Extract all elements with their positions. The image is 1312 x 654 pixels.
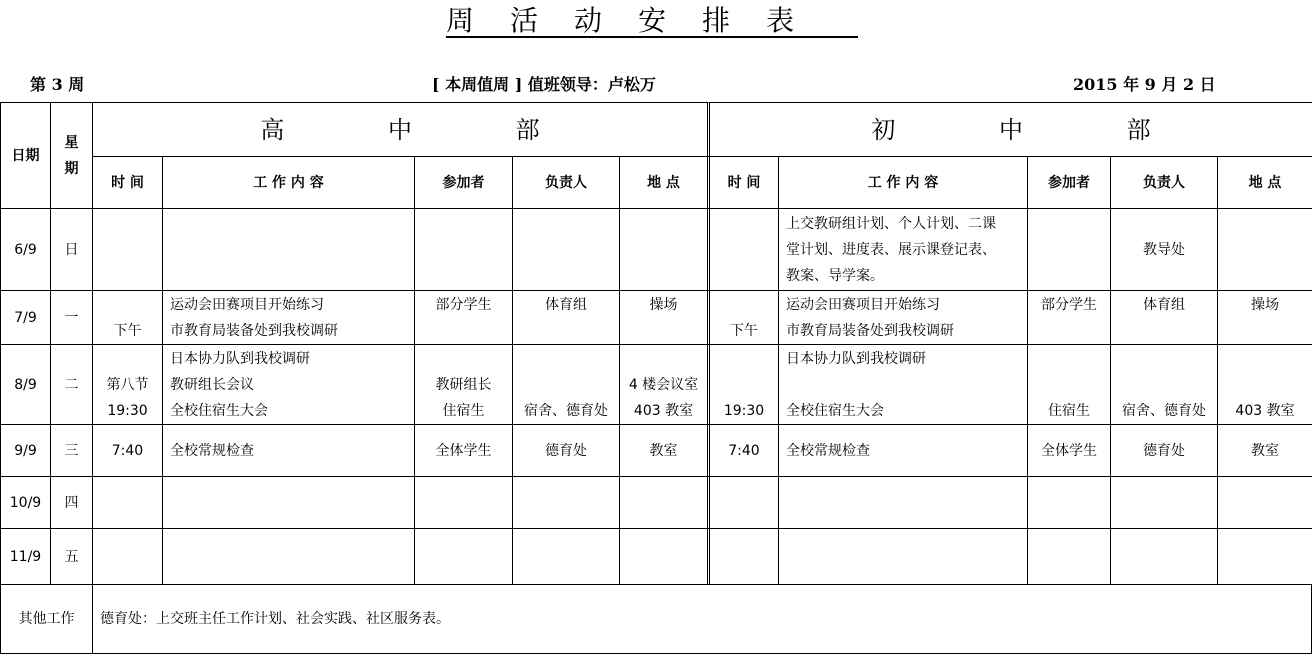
high-responsible-cell <box>512 528 620 585</box>
high-content-cell-line: 日本协力队到我校调研 <box>170 350 310 367</box>
high-location-cell <box>619 424 708 477</box>
weekday-cell-line: 三 <box>64 442 79 459</box>
middle-time-cell <box>707 528 779 585</box>
weekday-cell-line: 二 <box>64 376 79 393</box>
date-cell-line: 10/9 <box>9 494 42 511</box>
date-cell <box>0 344 51 425</box>
middle-school-header <box>707 102 1312 157</box>
middle-content-cell-line: 运动会田赛项目开始练习 <box>786 296 940 313</box>
date-cell <box>0 476 51 529</box>
high-time-cell-line: 第八节 <box>106 376 149 393</box>
high-time-header-line: 时 间 <box>111 174 144 191</box>
high-time-header <box>92 156 163 209</box>
high-location-cell <box>619 528 708 585</box>
middle-responsible-cell <box>1110 208 1218 291</box>
middle-time-cell <box>707 344 779 425</box>
high-time-cell-line: 7:40 <box>111 442 144 459</box>
middle-content-cell <box>778 208 1028 291</box>
date-cell-line: 9/9 <box>14 442 37 459</box>
high-time-cell <box>92 476 163 529</box>
high-participants-cell <box>414 424 513 477</box>
high-location-cell <box>619 208 708 291</box>
middle-location-cell <box>1217 290 1312 345</box>
middle-responsible-header <box>1110 156 1218 209</box>
other-work-text <box>92 584 1312 654</box>
high-time-cell-line: 下午 <box>113 322 142 339</box>
high-time-cell <box>92 208 163 291</box>
high-content-cell-line: 全校常规检查 <box>170 442 254 459</box>
weekday-cell-line: 四 <box>64 494 79 511</box>
high-location-cell-line: 教室 <box>649 442 678 459</box>
middle-content-cell-line: 全校常规检查 <box>786 442 870 459</box>
high-responsible-cell-line: 德育处 <box>545 442 587 459</box>
middle-time-header <box>707 156 779 209</box>
high-participants-cell <box>414 344 513 425</box>
high-responsible-cell <box>512 476 620 529</box>
high-content-header <box>162 156 415 209</box>
middle-participants-cell <box>1027 424 1111 477</box>
high-location-cell <box>619 290 708 345</box>
high-participants-cell-line: 部分学生 <box>435 296 492 313</box>
middle-content-cell <box>778 424 1028 477</box>
high-time-cell <box>92 290 163 345</box>
middle-content-header-line: 工 作 内 容 <box>867 174 939 191</box>
middle-content-cell-line: 市教育局装备处到我校调研 <box>786 322 954 339</box>
weekday-cell <box>50 208 93 291</box>
high-content-header-line: 工 作 内 容 <box>253 174 324 191</box>
high-content-cell-line: 运动会田赛项目开始练习 <box>170 296 324 313</box>
weekday-cell-line: 一 <box>64 309 79 326</box>
date-cell <box>0 290 51 345</box>
schedule-table <box>0 102 1312 654</box>
high-participants-header <box>414 156 513 209</box>
high-time-cell <box>92 528 163 585</box>
high-time-cell <box>92 424 163 477</box>
high-time-cell-line: 19:30 <box>107 402 148 419</box>
middle-content-cell <box>778 290 1028 345</box>
middle-participants-cell-line: 全体学生 <box>1041 442 1097 459</box>
high-time-cell <box>92 344 163 425</box>
high-responsible-cell <box>512 344 620 425</box>
middle-content-cell-line: 上交教研组计划、个人计划、二课 <box>786 215 996 232</box>
date-cell <box>0 208 51 291</box>
middle-participants-header <box>1027 156 1111 209</box>
middle-time-cell-line: 下午 <box>730 322 758 339</box>
high-participants-cell <box>414 208 513 291</box>
date-cell-line: 6/9 <box>14 241 37 258</box>
middle-participants-cell-line: 住宿生 <box>1048 402 1090 419</box>
middle-location-cell-line: 教室 <box>1251 442 1279 459</box>
duty-leader: [ 本周值周 ] 值班领导：卢松万 <box>432 75 656 94</box>
schedule-date: 2015 年 9 月 2 日 <box>1073 75 1216 94</box>
middle-time-cell-line: 7:40 <box>728 442 760 459</box>
middle-responsible-cell <box>1110 290 1218 345</box>
middle-time-cell <box>707 208 779 291</box>
middle-content-header <box>778 156 1028 209</box>
middle-participants-cell <box>1027 290 1111 345</box>
middle-participants-header-line: 参加者 <box>1048 174 1090 191</box>
high-location-cell-line: 操场 <box>649 296 678 313</box>
date-cell-line: 7/9 <box>14 309 37 326</box>
middle-location-cell-line: 操场 <box>1251 296 1279 313</box>
weekday-column-header-line: 期 <box>64 160 79 177</box>
middle-location-header-line: 地 点 <box>1248 174 1282 191</box>
high-responsible-cell <box>512 424 620 477</box>
high-content-cell <box>162 290 415 345</box>
middle-participants-cell <box>1027 344 1111 425</box>
other-work-label <box>0 584 93 654</box>
high-participants-header-line: 参加者 <box>442 174 485 191</box>
middle-time-cell <box>707 424 779 477</box>
high-content-cell <box>162 424 415 477</box>
high-location-header <box>619 156 708 209</box>
high-location-cell <box>619 344 708 425</box>
middle-location-cell <box>1217 344 1312 425</box>
high-participants-cell-line: 住宿生 <box>442 402 485 419</box>
middle-responsible-cell-line: 体育组 <box>1143 296 1185 313</box>
weekday-cell <box>50 424 93 477</box>
middle-content-cell-line: 全校住宿生大会 <box>786 402 884 419</box>
high-content-cell <box>162 208 415 291</box>
high-location-cell <box>619 476 708 529</box>
middle-responsible-cell <box>1110 476 1218 529</box>
high-participants-cell <box>414 290 513 345</box>
high-responsible-cell <box>512 290 620 345</box>
middle-participants-cell <box>1027 208 1111 291</box>
weekday-cell <box>50 528 93 585</box>
high-location-cell-line: 4 楼会议室 <box>628 376 699 393</box>
date-cell-line: 11/9 <box>9 548 42 565</box>
middle-location-cell <box>1217 424 1312 477</box>
middle-responsible-cell-line: 教导处 <box>1143 241 1185 258</box>
weekday-column-header <box>50 102 93 209</box>
high-participants-cell-line: 教研组长 <box>435 376 492 393</box>
weekday-cell-line: 五 <box>64 548 79 565</box>
middle-time-cell-line: 19:30 <box>723 402 765 419</box>
middle-content-cell-line: 教案、导学案。 <box>786 267 884 284</box>
middle-content-cell <box>778 528 1028 585</box>
high-responsible-cell-line: 宿舍、德育处 <box>524 402 608 419</box>
weekday-cell <box>50 290 93 345</box>
middle-responsible-cell <box>1110 344 1218 425</box>
high-participants-cell <box>414 528 513 585</box>
date-column-header-line: 日期 <box>11 147 40 164</box>
middle-time-header-line: 时 间 <box>727 174 761 191</box>
date-column-header <box>0 102 51 209</box>
middle-time-cell <box>707 476 779 529</box>
high-participants-cell <box>414 476 513 529</box>
high-school-header-line: 高 中 部 <box>260 115 588 144</box>
high-content-cell <box>162 528 415 585</box>
middle-responsible-cell <box>1110 424 1218 477</box>
middle-responsible-cell <box>1110 528 1218 585</box>
week-number: 第 3 周 <box>30 75 85 94</box>
date-cell <box>0 528 51 585</box>
high-content-cell-line: 教研组长会议 <box>170 376 254 393</box>
high-responsible-header-line: 负责人 <box>545 174 587 191</box>
middle-responsible-header-line: 负责人 <box>1143 174 1185 191</box>
date-cell <box>0 424 51 477</box>
middle-location-cell <box>1217 528 1312 585</box>
weekday-cell-line: 日 <box>64 241 79 258</box>
middle-participants-cell <box>1027 476 1111 529</box>
high-content-cell <box>162 476 415 529</box>
middle-participants-cell <box>1027 528 1111 585</box>
middle-content-cell <box>778 344 1028 425</box>
middle-content-cell-line: 日本协力队到我校调研 <box>786 350 926 367</box>
page-title: 周活动安排表 <box>446 4 858 38</box>
weekday-column-header-line: 星 <box>64 134 79 151</box>
weekday-cell <box>50 476 93 529</box>
high-content-cell <box>162 344 415 425</box>
high-location-cell-line: 403 教室 <box>633 402 694 419</box>
middle-location-header <box>1217 156 1312 209</box>
high-location-header-line: 地 点 <box>647 174 680 191</box>
middle-location-cell-line: 403 教室 <box>1235 402 1295 419</box>
weekday-cell <box>50 344 93 425</box>
middle-location-cell <box>1217 208 1312 291</box>
high-responsible-cell-line: 体育组 <box>545 296 587 313</box>
middle-location-cell <box>1217 476 1312 529</box>
other-work-text-line: 德育处：上交班主任工作计划、社会实践、社区服务表。 <box>100 611 450 627</box>
date-cell-line: 8/9 <box>14 376 37 393</box>
middle-school-header-line: 初 中 部 <box>871 115 1199 144</box>
high-responsible-cell <box>512 208 620 291</box>
middle-responsible-cell-line: 德育处 <box>1143 442 1185 459</box>
other-work-label-line: 其他工作 <box>18 611 75 627</box>
high-participants-cell-line: 全体学生 <box>435 442 492 459</box>
high-content-cell-line: 市教育局装备处到我校调研 <box>170 322 338 339</box>
high-school-header <box>92 102 708 157</box>
middle-responsible-cell-line: 宿舍、德育处 <box>1122 402 1206 419</box>
middle-content-cell-line: 堂计划、进度表、展示课登记表、 <box>786 241 996 258</box>
high-content-cell-line: 全校住宿生大会 <box>170 402 268 419</box>
middle-participants-cell-line: 部分学生 <box>1041 296 1097 313</box>
high-responsible-header <box>512 156 620 209</box>
middle-content-cell <box>778 476 1028 529</box>
middle-time-cell <box>707 290 779 345</box>
